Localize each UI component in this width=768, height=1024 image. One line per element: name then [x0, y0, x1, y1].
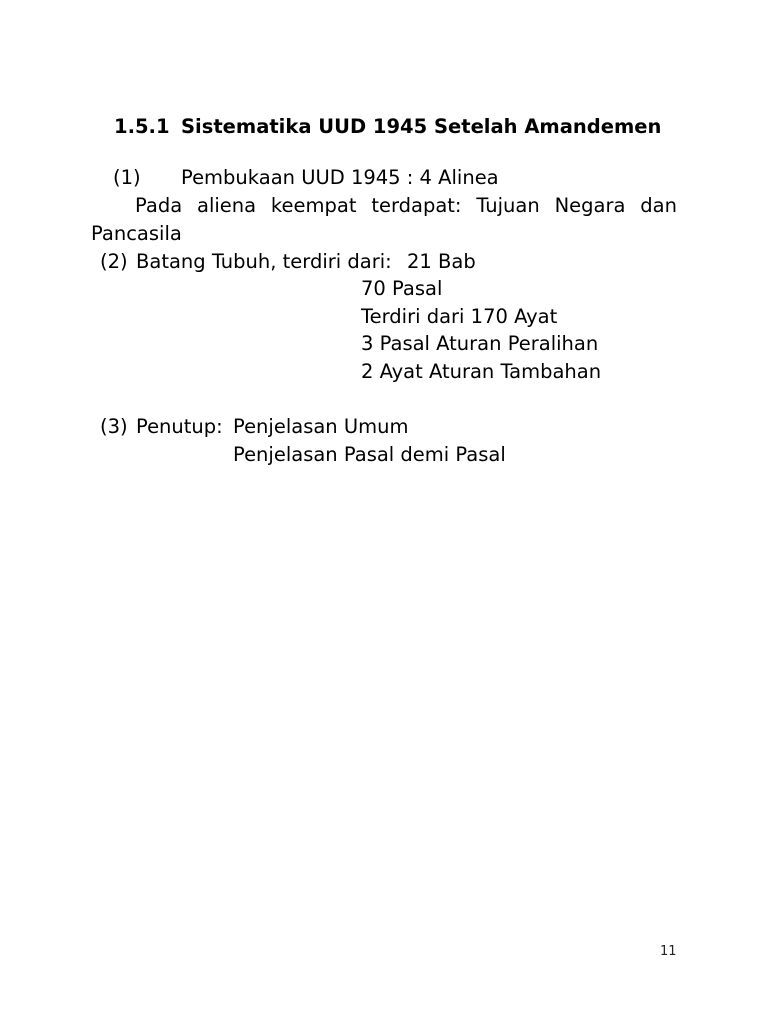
- item-2-value: 21 Bab: [407, 250, 476, 273]
- paragraph-word: keempat: [270, 194, 357, 217]
- item-2-label: Batang Tubuh, terdiri dari:: [136, 250, 392, 273]
- item-3-marker: (3): [100, 415, 128, 438]
- item-2-value: 70 Pasal: [361, 277, 443, 300]
- section-title: Sistematika UUD 1945 Setelah Amandemen: [181, 115, 662, 138]
- section-number: 1.5.1: [114, 115, 170, 138]
- item-1-text: Pembukaan UUD 1945 : 4 Alinea: [181, 166, 499, 189]
- paragraph-word: Pada: [135, 194, 183, 217]
- item-3-label: Penutup:: [136, 415, 223, 438]
- paragraph-word: aliena: [197, 194, 257, 217]
- item-2-marker: (2): [100, 250, 128, 273]
- item-2-value: 2 Ayat Aturan Tambahan: [361, 360, 602, 383]
- item-2-value: 3 Pasal Aturan Peralihan: [361, 332, 599, 355]
- item-3-value: Penjelasan Umum: [233, 415, 409, 438]
- item-3-value: Penjelasan Pasal demi Pasal: [233, 443, 506, 466]
- page-number: 11: [660, 944, 677, 959]
- paragraph-word: terdapat:: [371, 194, 462, 217]
- paragraph-word: Tujuan: [476, 194, 540, 217]
- paragraph-word: dan: [640, 194, 677, 217]
- item-1-paragraph-line-2: Pancasila: [91, 222, 182, 245]
- item-2-value: Terdiri dari 170 Ayat: [361, 305, 558, 328]
- item-1-paragraph-line-1: [135, 192, 677, 220]
- paragraph-word: Negara: [554, 194, 626, 217]
- item-1-marker: (1): [113, 166, 141, 189]
